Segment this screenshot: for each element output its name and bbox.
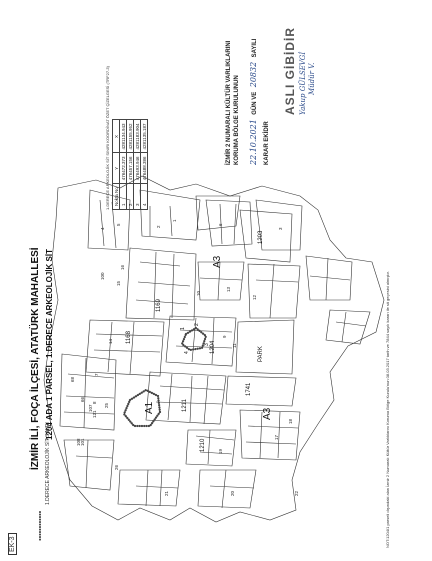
table-cell: 476488.386 (141, 153, 148, 184)
block-1741 (226, 376, 296, 406)
table-cell: 4281135.187 (141, 120, 148, 153)
parcel-number: 107 (88, 404, 93, 412)
block-1203 (240, 210, 292, 262)
island-label: 1741 (246, 382, 252, 396)
parcel-number: 121 (92, 410, 97, 418)
map-title: İZMİR İLİ, FOÇA İLÇESİ, ATATÜRK MAHALLESİ (30, 247, 41, 470)
block-left-low (64, 440, 114, 490)
parcel-number: 18 (288, 418, 293, 424)
table-cell: 3 (134, 184, 141, 210)
table-header-cell: Nokta No (113, 184, 120, 210)
zone-label: A3 (262, 407, 273, 420)
block-mid-b (248, 264, 300, 318)
block-1204 (166, 316, 236, 366)
table-row (120, 120, 127, 210)
parcel-number: 3 (278, 227, 283, 230)
table-cell: 4281155.952 (127, 120, 134, 153)
point-label: 1 (180, 327, 186, 330)
table-cell: 2 (127, 184, 134, 210)
island-label: 1204 (210, 340, 216, 354)
block-1210 (186, 430, 236, 466)
point-label: 3 (204, 343, 210, 346)
seal-text: ASLI GİBİDİR (283, 26, 297, 115)
parcel-number: 22 (294, 490, 299, 496)
table-row (134, 120, 141, 210)
parcel-number: 6 (218, 223, 223, 226)
block-top-3 (206, 200, 252, 246)
point-label: 2 (194, 323, 200, 326)
parcel-number: 12 (252, 294, 257, 300)
table-cell: 4281183.904 (134, 120, 141, 153)
parcel-number: 26 (114, 464, 119, 470)
island-label: 1211 (182, 399, 188, 412)
signer-name: Yakup GÜLSEVGİ (298, 51, 307, 115)
stamp-line-3 (241, 39, 263, 165)
parcel-number: 7 (94, 373, 99, 376)
park-label: PARK (258, 346, 264, 362)
stamp-suffix: SAYILI (252, 38, 259, 58)
parcel-number: 20 (230, 490, 235, 496)
parcel-number: 25 (104, 402, 109, 408)
island-label: 1169 (156, 299, 162, 312)
stamp-number: 20832 (249, 61, 259, 88)
island-label: 1168 (126, 331, 132, 344)
parcel-number: 10 (196, 290, 201, 296)
certified-seal (283, 27, 317, 115)
parcel-number: 2 (156, 225, 161, 228)
parcel-number: 13 (226, 286, 231, 292)
map-subtitle: 1204 ADA 1 PARSEL, 1.DERECE ARKEOLOJİK SİT (45, 248, 54, 440)
parcel-number: 15 (116, 280, 121, 286)
block-bottom (198, 470, 256, 508)
coordinate-table (112, 120, 148, 211)
table-cell: 4281134.943 (120, 120, 127, 153)
island-label: 1203 (258, 230, 264, 244)
signer-title: Müdür V. (307, 62, 316, 95)
legend-label: 1.DERECE ARKEOLOJİK SİT SINIRI (45, 422, 51, 505)
block-1168 (86, 320, 164, 376)
parcel-number: 101 (80, 438, 85, 446)
block-bottom-left (118, 470, 180, 506)
parcel-number: 9 (222, 335, 227, 338)
parcel-number: 5 (116, 223, 121, 226)
island-label: 1210 (200, 438, 206, 452)
block-park (236, 320, 294, 374)
table-cell: 476493.946 (134, 153, 141, 184)
coordinate-table-block (105, 66, 148, 210)
parcel-number: 16 (120, 264, 125, 270)
parcel-number: 66 (80, 396, 85, 402)
table-cell: 476457.156 (127, 153, 134, 184)
parcel-number: 100 (100, 272, 105, 280)
block-left (60, 354, 116, 430)
parcel-number: 8 (92, 401, 97, 404)
annex-label: EK-3 (8, 533, 17, 555)
approval-stamp (225, 39, 271, 165)
table-cell: 476472.373 (120, 153, 127, 184)
parcel-number: 21 (164, 490, 169, 496)
stamp-date: 22.10.2021 (249, 119, 259, 165)
table-row (127, 120, 134, 210)
footnote: NOT:1204/1 parseli dışındaki alan İzmir 2 Numaralı Kültür Varlıklarını Koruma Bölge Kurulu'nun 08.03.2017 tarih ve 7844 sayılı kararı ile sit geçesini almıştır. (385, 271, 390, 548)
coordinate-table-caption: 1.DERECE ARKEOLOJİK SİT SINIRI KOORDİNAT ÖZET ÇİZELGESİ (TRF27-3) (105, 66, 110, 210)
parcel-number: 17 (274, 434, 279, 440)
parcel-number: 68 (70, 376, 75, 382)
zone-label: A1 (144, 401, 155, 414)
parcel-number: 11 (232, 343, 237, 348)
stamp-line-2: KORUMA BÖLGE KURULUNUN (234, 75, 241, 165)
stamp-line-1: İZMİR 2 NUMARALI KÜLTÜR VARLIKLARINI (226, 40, 232, 165)
table-cell: 4 (141, 184, 148, 210)
parcel-number: 4 (100, 227, 105, 230)
table-row (141, 120, 148, 210)
parcel-number: 1 (172, 219, 177, 222)
stamp-mid: GÜN VE (252, 91, 259, 115)
parcel-number: 19 (218, 448, 223, 454)
table-header-cell: Y (113, 153, 120, 184)
table-header-row (113, 120, 120, 210)
point-label: 4 (184, 351, 190, 354)
zone-label: A3 (212, 255, 223, 268)
table-cell: 1 (120, 184, 127, 210)
parcel-number: 108 (76, 438, 81, 446)
parcel-number: 14 (108, 338, 113, 344)
table-header-cell: X (113, 120, 120, 153)
block-top-2 (140, 190, 200, 240)
stamp-line-4: KARAR EKİDİR (263, 121, 270, 165)
block-right-2 (326, 310, 370, 344)
